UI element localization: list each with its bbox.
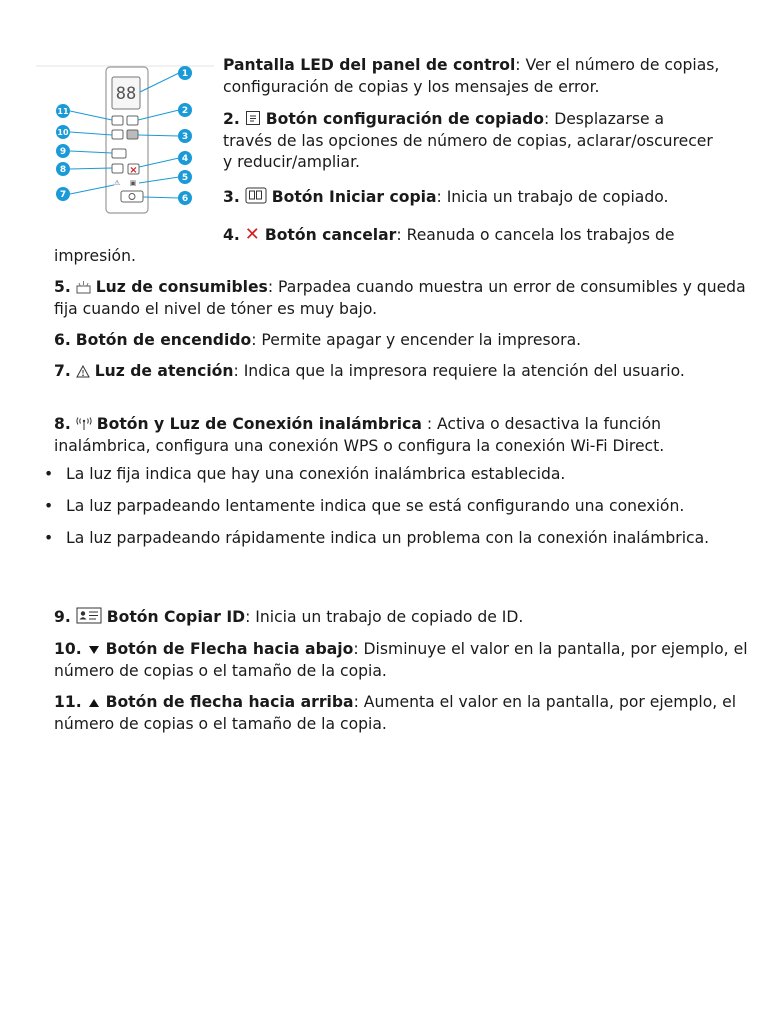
id-copy-button-shape — [112, 149, 126, 158]
display-digits: 88 — [115, 84, 137, 104]
callout-6 — [178, 191, 192, 205]
id-copy-icon — [76, 607, 102, 624]
item-11-text: : Aumenta el valor en la pantalla, por ejemplo, el número de copias o el tamaño de la copia. — [54, 693, 737, 733]
item-10-text: : Disminuye el valor en la pantalla, por ejemplo, el número de copias o el tamaño de la copia. — [54, 640, 748, 680]
callout-5 — [178, 170, 192, 184]
item-5 — [54, 277, 754, 320]
callout-7 — [56, 187, 70, 201]
arrow-down-icon — [87, 644, 101, 656]
item-1-text: : Ver el número de copias, configuración de copias y los mensajes de error. — [223, 56, 720, 96]
item-4-text: : Reanuda o cancela los trabajos de — [396, 226, 675, 244]
callout-2 — [178, 103, 192, 117]
item-3-number: 3. — [223, 188, 240, 206]
item-3-label: Botón Iniciar copia — [271, 188, 437, 206]
item-7-text: : Indica que la impresora requiere la atención del usuario. — [233, 362, 685, 380]
control-panel-diagram — [36, 60, 216, 220]
svg-text:4: 4 — [181, 154, 189, 164]
start-copy-button-shape — [127, 130, 138, 139]
callout-8 — [56, 162, 70, 176]
item-10-label: Botón de Flecha hacia abajo — [105, 640, 354, 658]
arrow-up-icon — [87, 697, 101, 709]
svg-text:8: 8 — [59, 165, 67, 175]
svg-text:⚠: ⚠ — [113, 179, 121, 187]
item-4-continuation: impresión. — [54, 247, 136, 265]
item-4 — [223, 224, 723, 247]
item-1 — [223, 55, 743, 98]
svg-text:▣: ▣ — [129, 179, 137, 187]
item-5-text: : Parpadea cuando muestra un error de consumibles y queda fija cuando el nivel de tóner es muy bajo. — [54, 278, 746, 318]
item-9-number: 9. — [54, 608, 71, 626]
item-6-label: Botón de encendido — [75, 331, 252, 349]
item-9 — [54, 607, 754, 629]
item-3-text: : Inicia un trabajo de copiado. — [436, 188, 669, 206]
item-11-label: Botón de flecha hacia arriba — [105, 693, 354, 711]
svg-text:9: 9 — [59, 147, 67, 157]
wireless-icon — [76, 417, 92, 431]
power-button-shape — [121, 191, 143, 202]
svg-text:10: 10 — [57, 128, 69, 137]
copy-settings-button-shape — [127, 116, 138, 125]
item-5-number: 5. — [54, 278, 71, 296]
item-6-text: : Permite apagar y encender la impresora. — [251, 331, 582, 349]
svg-text:11: 11 — [57, 107, 69, 116]
attention-light-icon — [76, 365, 90, 378]
item-2-label: Botón configuración de copiado — [265, 110, 544, 128]
svg-text:6: 6 — [181, 194, 189, 204]
svg-text:3: 3 — [181, 132, 189, 142]
item-10-number: 10. — [54, 640, 82, 658]
callout-3 — [178, 129, 192, 143]
callout-4 — [178, 151, 192, 165]
down-button-shape — [112, 130, 123, 139]
wireless-light-bullet-list — [44, 464, 724, 560]
item-8 — [54, 414, 754, 457]
item-7-label: Luz de atención — [94, 362, 234, 380]
callout-9 — [56, 144, 70, 158]
item-2-number: 2. — [223, 110, 240, 128]
callout-10 — [56, 125, 70, 139]
item-7-number: 7. — [54, 362, 71, 380]
svg-text:2: 2 — [181, 106, 189, 116]
item-2 — [223, 109, 713, 174]
copy-settings-icon — [245, 110, 261, 126]
supplies-light-icon — [76, 280, 91, 294]
item-9-label: Botón Copiar ID — [106, 608, 246, 626]
callout-1 — [178, 66, 192, 80]
up-button-shape — [112, 116, 123, 125]
callout-11 — [56, 104, 70, 118]
item-6-number: 6. — [54, 331, 71, 349]
item-5-label: Luz de consumibles — [95, 278, 268, 296]
item-3 — [223, 187, 743, 209]
list-item: • La luz parpadeando lentamente indica que se está configurando una conexión. — [44, 496, 724, 518]
item-8-label: Botón y Luz de Conexión inalámbrica — [96, 415, 422, 433]
svg-text:×: × — [129, 165, 138, 176]
item-10 — [54, 639, 754, 682]
item-7 — [54, 361, 754, 383]
item-11-number: 11. — [54, 693, 82, 711]
item-2-text: : Desplazarse a través de las opciones de número de copias, aclarar/oscurecer y reducir/ampliar. — [223, 110, 713, 171]
cancel-x-icon: ✕ — [244, 224, 260, 245]
list-item: • La luz fija indica que hay una conexión inalámbrica establecida. — [44, 464, 724, 486]
start-copy-icon — [245, 187, 267, 204]
svg-text:5: 5 — [181, 173, 189, 183]
svg-text:7: 7 — [59, 190, 67, 200]
item-4-number: 4. — [223, 226, 240, 244]
list-item: • La luz parpadeando rápidamente indica un problema con la conexión inalámbrica. — [44, 528, 724, 550]
item-11 — [54, 692, 754, 735]
wireless-button-shape — [112, 164, 123, 173]
svg-text:1: 1 — [181, 69, 189, 79]
item-1-label: Pantalla LED del panel de control — [223, 56, 516, 74]
item-4-label: Botón cancelar — [264, 226, 397, 244]
item-6 — [54, 330, 754, 352]
item-9-text: : Inicia un trabajo de copiado de ID. — [245, 608, 524, 626]
item-8-number: 8. — [54, 415, 71, 433]
item-8-text: : Activa o desactiva la función inalámbrica, configura una conexión WPS o configura la conexión Wi-Fi Direct. — [54, 415, 665, 455]
